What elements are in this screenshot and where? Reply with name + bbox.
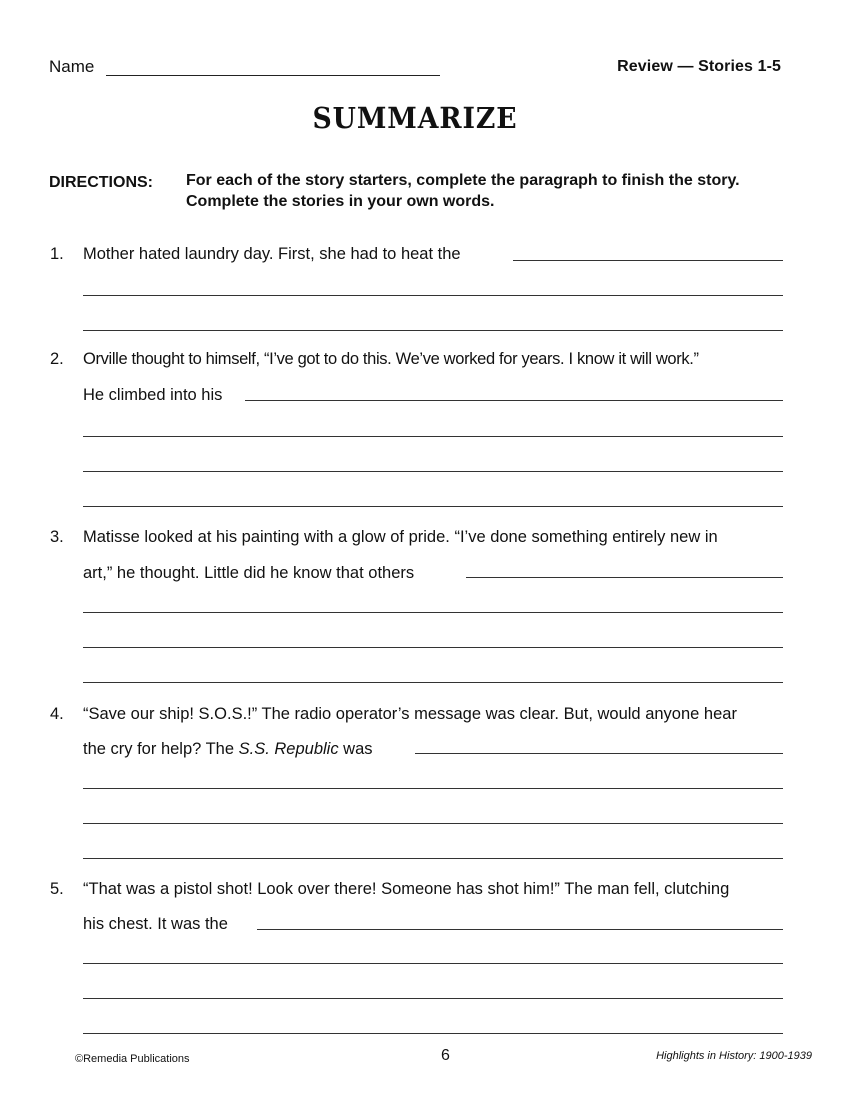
item-prompt-text: the cry for help? The <box>83 740 239 758</box>
answer-line[interactable] <box>83 436 783 437</box>
review-label: Review — Stories 1-5 <box>617 58 781 75</box>
answer-line[interactable] <box>83 858 783 859</box>
answer-line[interactable] <box>466 577 783 578</box>
directions-line-1: For each of the story starters, complete the paragraph to finish the story. <box>186 172 740 189</box>
item-prompt-text: was <box>338 740 373 758</box>
item-number: 3. <box>50 528 64 546</box>
page-title: SUMMARIZE <box>312 101 518 135</box>
answer-line[interactable] <box>83 612 783 613</box>
item-prompt-line-2: his chest. It was the <box>83 915 228 933</box>
name-label: Name <box>49 57 95 76</box>
item-prompt-line-1: Orville thought to himself, “I’ve got to do this. We’ve worked for years. I know it will work.” <box>83 350 699 368</box>
page-number: 6 <box>441 1047 450 1064</box>
item-number: 1. <box>50 245 64 263</box>
answer-line[interactable] <box>83 471 783 472</box>
answer-line[interactable] <box>415 753 783 754</box>
answer-line[interactable] <box>83 506 783 507</box>
answer-line[interactable] <box>513 260 783 261</box>
item-prompt-line-1: “That was a pistol shot! Look over there! Someone has shot him!” The man fell, clutching <box>83 880 730 898</box>
item-prompt-line-1: Matisse looked at his painting with a glow of pride. “I’ve done something entirely new in <box>83 528 718 546</box>
item-prompt-line-1: Mother hated laundry day. First, she had to heat the <box>83 245 461 263</box>
answer-line[interactable] <box>245 400 783 401</box>
footer-book-title: Highlights in History: 1900-1939 <box>656 1050 812 1062</box>
ship-name: S.S. Republic <box>238 740 339 758</box>
name-answer-line[interactable] <box>106 75 440 76</box>
item-prompt-line-2: He climbed into his <box>83 386 223 404</box>
answer-line[interactable] <box>83 295 783 296</box>
directions-label: DIRECTIONS: <box>49 174 153 191</box>
answer-line[interactable] <box>83 823 783 824</box>
item-number: 4. <box>50 705 64 723</box>
answer-line[interactable] <box>83 647 783 648</box>
item-number: 2. <box>50 350 64 368</box>
answer-line[interactable] <box>83 330 783 331</box>
answer-line[interactable] <box>83 788 783 789</box>
directions-text <box>186 170 806 212</box>
item-prompt-line-2 <box>83 740 373 759</box>
answer-line[interactable] <box>83 1033 783 1034</box>
directions-line-2: Complete the stories in your own words. <box>186 193 495 210</box>
item-prompt-line-1: “Save our ship! S.O.S.!” The radio operator’s message was clear. But, would anyone hear <box>83 705 737 723</box>
item-prompt-line-2: art,” he thought. Little did he know that others <box>83 564 415 582</box>
item-number: 5. <box>50 880 64 898</box>
answer-line[interactable] <box>257 929 783 930</box>
answer-line[interactable] <box>83 998 783 999</box>
answer-line[interactable] <box>83 682 783 683</box>
footer-publisher: ©Remedia Publications <box>75 1053 190 1065</box>
answer-line[interactable] <box>83 963 783 964</box>
